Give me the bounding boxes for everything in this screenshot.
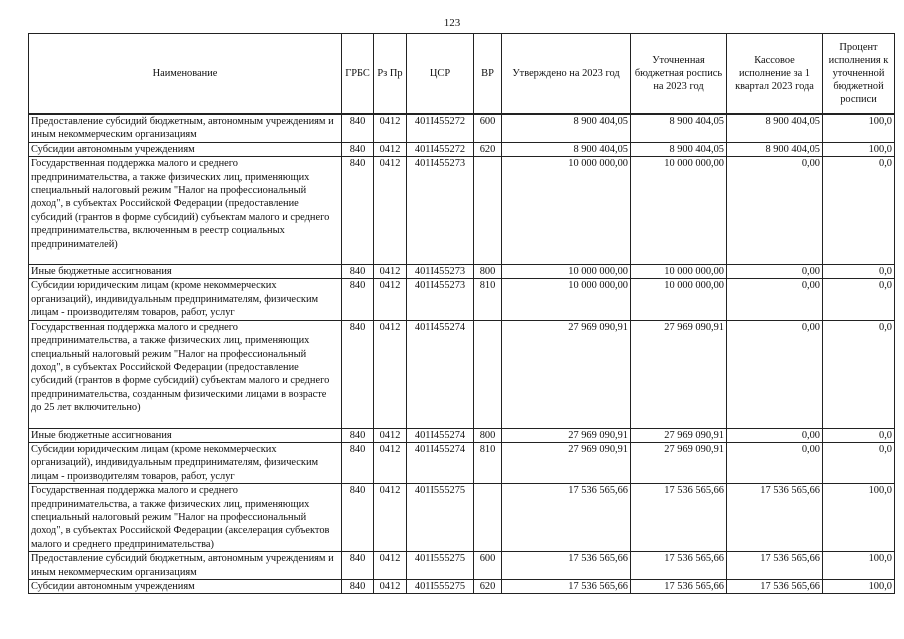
cell-percent: 100,0 (823, 484, 895, 552)
cell-refined: 27 969 090,91 (631, 442, 727, 483)
cell-refined: 17 536 565,66 (631, 484, 727, 552)
cell-csr: 401I455274 (407, 442, 474, 483)
col-header-grbs: ГРБС (342, 34, 374, 115)
cell-csr: 401I555275 (407, 580, 474, 594)
cell-grbs: 840 (342, 157, 374, 265)
cell-refined: 27 969 090,91 (631, 320, 727, 428)
cell-vr: 600 (474, 552, 502, 580)
table-row (29, 114, 895, 142)
cell-percent: 100,0 (823, 114, 895, 142)
page-number: 123 (443, 17, 461, 29)
cell-vr (474, 320, 502, 428)
cell-name: Иные бюджетные ассигнования (29, 428, 342, 442)
cell-approved: 27 969 090,91 (502, 442, 631, 483)
cell-cash: 0,00 (727, 265, 823, 279)
cell-rzpr: 0412 (374, 580, 407, 594)
cell-name: Субсидии юридическим лицам (кроме некоммерческих организаций), индивидуальным предпринимателям, физическим лицам - производителям товаров, работ, услуг (29, 279, 342, 320)
cell-percent: 0,0 (823, 279, 895, 320)
cell-cash: 17 536 565,66 (727, 580, 823, 594)
cell-rzpr: 0412 (374, 442, 407, 483)
col-header-cash: Кассовое исполнение за 1 квартал 2023 года (727, 34, 823, 115)
cell-percent: 100,0 (823, 552, 895, 580)
cell-grbs: 840 (342, 442, 374, 483)
cell-rzpr: 0412 (374, 320, 407, 428)
cell-percent: 100,0 (823, 580, 895, 594)
table-row (29, 320, 895, 428)
cell-refined: 8 900 404,05 (631, 114, 727, 142)
cell-cash: 8 900 404,05 (727, 142, 823, 156)
table-row (29, 157, 895, 265)
cell-grbs: 840 (342, 428, 374, 442)
cell-percent: 100,0 (823, 142, 895, 156)
table-row (29, 265, 895, 279)
table-body (29, 114, 895, 594)
cell-csr: 401I455272 (407, 114, 474, 142)
cell-vr: 600 (474, 114, 502, 142)
col-header-approved: Утверждено на 2023 год (502, 34, 631, 115)
cell-approved: 17 536 565,66 (502, 552, 631, 580)
table-row (29, 552, 895, 580)
cell-rzpr: 0412 (374, 279, 407, 320)
cell-vr: 810 (474, 442, 502, 483)
cell-approved: 17 536 565,66 (502, 580, 631, 594)
cell-name: Государственная поддержка малого и среднего предпринимательства, а также физических лиц, применяющих специальный налоговый режим "Налог на профессиональный доход", в субъектах Российской Федерации (предоставление субсидий (грантов в форме субсидий) субъектам малого и среднего предпринимательства, созданным физическими лицами в возрасте до 25 лет включительно) (29, 320, 342, 428)
cell-refined: 10 000 000,00 (631, 157, 727, 265)
cell-rzpr: 0412 (374, 157, 407, 265)
cell-grbs: 840 (342, 142, 374, 156)
cell-percent: 0,0 (823, 265, 895, 279)
cell-csr: 401I455274 (407, 320, 474, 428)
cell-grbs: 840 (342, 265, 374, 279)
cell-rzpr: 0412 (374, 265, 407, 279)
table-row (29, 428, 895, 442)
cell-approved: 27 969 090,91 (502, 428, 631, 442)
col-header-percent: Процент исполнения к уточненной бюджетной росписи (823, 34, 895, 115)
cell-percent: 0,0 (823, 320, 895, 428)
cell-vr: 810 (474, 279, 502, 320)
col-header-rzpr: Рз Пр (374, 34, 407, 115)
cell-vr: 620 (474, 580, 502, 594)
cell-percent: 0,0 (823, 442, 895, 483)
cell-refined: 8 900 404,05 (631, 142, 727, 156)
cell-refined: 27 969 090,91 (631, 428, 727, 442)
cell-csr: 401I555275 (407, 552, 474, 580)
cell-csr: 401I455273 (407, 265, 474, 279)
cell-csr: 401I455273 (407, 279, 474, 320)
cell-name: Иные бюджетные ассигнования (29, 265, 342, 279)
table-row (29, 484, 895, 552)
cell-grbs: 840 (342, 552, 374, 580)
cell-vr (474, 157, 502, 265)
cell-refined: 10 000 000,00 (631, 279, 727, 320)
cell-vr: 620 (474, 142, 502, 156)
budget-execution-table (28, 33, 895, 594)
cell-refined: 17 536 565,66 (631, 580, 727, 594)
cell-cash: 8 900 404,05 (727, 114, 823, 142)
cell-cash: 0,00 (727, 279, 823, 320)
cell-percent: 0,0 (823, 428, 895, 442)
cell-vr: 800 (474, 428, 502, 442)
cell-approved: 10 000 000,00 (502, 265, 631, 279)
table-row (29, 142, 895, 156)
cell-rzpr: 0412 (374, 428, 407, 442)
cell-grbs: 840 (342, 484, 374, 552)
cell-csr: 401I555275 (407, 484, 474, 552)
cell-approved: 8 900 404,05 (502, 142, 631, 156)
cell-name: Предоставление субсидий бюджетным, автономным учреждениям и иным некоммерческим организациям (29, 552, 342, 580)
cell-rzpr: 0412 (374, 114, 407, 142)
col-header-name: Наименование (29, 34, 342, 115)
col-header-refined: Уточненная бюджетная роспись на 2023 год (631, 34, 727, 115)
cell-name: Субсидии автономным учреждениям (29, 580, 342, 594)
table-row (29, 580, 895, 594)
col-header-vr: ВР (474, 34, 502, 115)
cell-rzpr: 0412 (374, 552, 407, 580)
cell-refined: 10 000 000,00 (631, 265, 727, 279)
cell-name: Предоставление субсидий бюджетным, автономным учреждениям и иным некоммерческим организациям (29, 114, 342, 142)
cell-grbs: 840 (342, 320, 374, 428)
cell-grbs: 840 (342, 580, 374, 594)
col-header-csr: ЦСР (407, 34, 474, 115)
cell-grbs: 840 (342, 114, 374, 142)
cell-rzpr: 0412 (374, 484, 407, 552)
cell-refined: 17 536 565,66 (631, 552, 727, 580)
table-row (29, 279, 895, 320)
table-row (29, 442, 895, 483)
cell-csr: 401I455273 (407, 157, 474, 265)
table-header-row (29, 34, 895, 115)
cell-csr: 401I455274 (407, 428, 474, 442)
cell-approved: 27 969 090,91 (502, 320, 631, 428)
cell-rzpr: 0412 (374, 142, 407, 156)
cell-vr: 800 (474, 265, 502, 279)
cell-vr (474, 484, 502, 552)
cell-cash: 17 536 565,66 (727, 484, 823, 552)
cell-cash: 0,00 (727, 320, 823, 428)
cell-cash: 0,00 (727, 157, 823, 265)
cell-cash: 17 536 565,66 (727, 552, 823, 580)
cell-csr: 401I455272 (407, 142, 474, 156)
cell-approved: 17 536 565,66 (502, 484, 631, 552)
cell-approved: 10 000 000,00 (502, 279, 631, 320)
cell-percent: 0,0 (823, 157, 895, 265)
cell-grbs: 840 (342, 279, 374, 320)
cell-approved: 10 000 000,00 (502, 157, 631, 265)
cell-approved: 8 900 404,05 (502, 114, 631, 142)
cell-name: Государственная поддержка малого и среднего предпринимательства, а также физических лиц, применяющих специальный налоговый режим "Налог на профессиональный доход", в субъектах Российской Федерации (акселерация субъектов малого и среднего предпринимательства) (29, 484, 342, 552)
cell-name: Государственная поддержка малого и среднего предпринимательства, а также физических лиц, применяющих специальный налоговый режим "Налог на профессиональный доход", в субъектах Российской Федерации (предоставление субсидий (грантов в форме субсидий) субъектам малого и среднего предпринимательства, включенным в реестр социальных предпринимателей) (29, 157, 342, 265)
cell-name: Субсидии автономным учреждениям (29, 142, 342, 156)
cell-name: Субсидии юридическим лицам (кроме некоммерческих организаций), индивидуальным предпринимателям, физическим лицам - производителям товаров, работ, услуг (29, 442, 342, 483)
cell-cash: 0,00 (727, 442, 823, 483)
cell-cash: 0,00 (727, 428, 823, 442)
